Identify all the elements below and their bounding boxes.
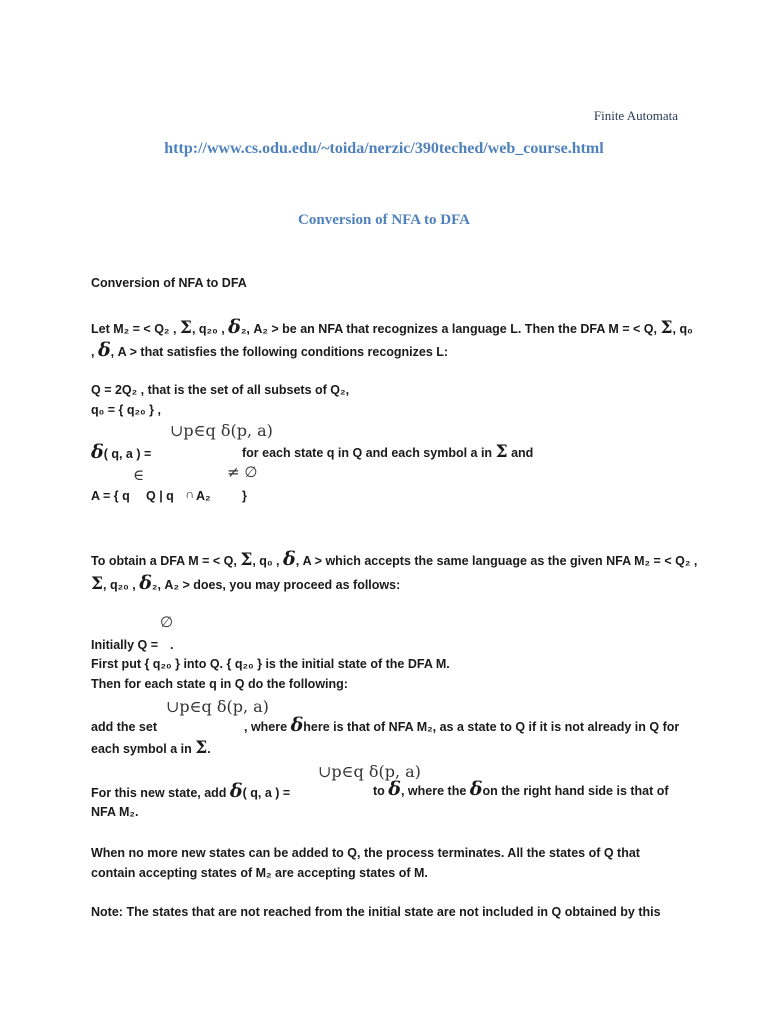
sigma-symbol: Σ [91,574,104,594]
paragraph-nfa-definition-line2 [91,339,449,361]
text-fragment: on the right hand side is that of [482,784,669,798]
union-formula: ∪p∈q δ(p, a) [166,697,269,716]
step-each-symbol [91,740,211,757]
union-formula: ∪p∈q δ(p, a) [170,421,273,440]
delta-symbol: δ [469,778,483,800]
delta-symbol: δ [139,572,152,594]
delta-symbol: δ [228,316,241,338]
sigma-symbol: Σ [240,550,253,570]
sigma-symbol: Σ [179,318,192,338]
definition-a-part1: A = { q [91,489,130,503]
paragraph-procedure-intro [91,548,698,570]
text-fragment: here is that of NFA M₂, as a state to Q if it is not already in Q for [303,720,680,734]
text-fragment: , where the [400,784,467,798]
document-header-title: Finite Automata [593,108,678,123]
definition-delta [91,441,152,463]
delta-symbol: δ [388,778,401,800]
sigma-symbol: Σ [660,318,673,338]
paragraph-new-state-line2: NFA M₂. [91,805,139,819]
step-add-set-rest [244,714,680,736]
text-fragment: . [207,742,211,756]
text-fragment: , [91,345,95,359]
step-first: First put { q₂₀ } into Q. { q₂₀ } is the initial state of the DFA M. [91,657,450,671]
text-fragment: and [511,446,534,460]
text-fragment: , A > which accepts the same language as the given NFA M₂ = < Q₂ , [295,554,698,568]
step-initially-end: . [170,638,174,652]
text-fragment: , q₂₀ , [103,578,136,592]
text-fragment: ( q, a ) = [242,786,291,800]
text-fragment: Let M₂ = < Q₂ , [91,322,177,336]
delta-symbol: δ [283,548,296,570]
definition-delta-rest [242,444,533,461]
element-of-symbol: ∈ [133,466,145,484]
text-fragment: ₂, A₂ > be an NFA that recognizes a language L. Then the DFA M = < Q, [240,322,657,336]
text-fragment: each symbol a in [91,742,192,756]
delta-symbol: δ [91,441,104,463]
paragraph-termination: When no more new states can be added to Q, the process terminates. All the states of Q that contain accepting states of M₂ are accepting states of M. [91,846,640,880]
step-initially: Initially Q = [91,638,159,652]
sigma-symbol: Σ [195,738,208,758]
definition-q: Q = 2Q₂ , that is the set of all subsets of Q₂, [91,383,350,397]
text-fragment: To obtain a DFA M = < Q, [91,554,237,568]
delta-symbol: δ [97,339,111,361]
text-fragment: to [373,784,385,798]
text-fragment: For this new state, add [91,786,227,800]
definition-a-part2: Q | q [146,489,174,503]
text-fragment: , where [244,720,288,734]
step-add-set: add the set [91,720,157,734]
sigma-symbol: Σ [495,442,508,462]
text-fragment: for each state q in Q and each symbol a in [242,446,493,460]
cap-symbol: ∩ [185,487,195,501]
text-fragment: ( q, a ) = [103,447,152,461]
not-empty-symbol: ≠ ∅ [227,463,258,481]
note-label: Note: [91,905,123,919]
text-fragment: , q₀ , [252,554,280,568]
definition-a-part3: A₂ [196,489,211,503]
course-url-link[interactable]: http://www.cs.odu.edu/~toida/nerzic/390teched/web_course.html [164,140,604,157]
section-heading: Conversion of NFA to DFA [91,276,247,290]
paragraph-new-state-rest [373,778,669,800]
paragraph-new-state [91,780,291,802]
paragraph-procedure-intro-line2 [91,572,401,594]
definition-q0: q₀ = { q₂₀ } , [91,403,161,417]
union-formula: ∪p∈q δ(p, a) [318,762,421,781]
text-fragment: , q₀ [672,322,693,336]
document-title: Conversion of NFA to DFA [298,212,470,228]
definition-a-part4: } [242,489,247,503]
delta-symbol: δ [229,780,243,802]
delta-symbol: δ [290,714,304,736]
text-fragment: , q₂₀ , [191,322,225,336]
step-then: Then for each state q in Q do the following: [91,677,348,691]
text-fragment: ₂, A₂ > does, you may proceed as follows: [151,578,401,592]
note-text: The states that are not reached from the initial state are not included in Q obtained by this [126,905,661,919]
empty-set-symbol: ∅ [160,613,174,631]
text-fragment: , A > that satisfies the following conditions recognizes L: [110,345,449,359]
note-paragraph [91,904,661,920]
paragraph-nfa-definition [91,316,693,338]
